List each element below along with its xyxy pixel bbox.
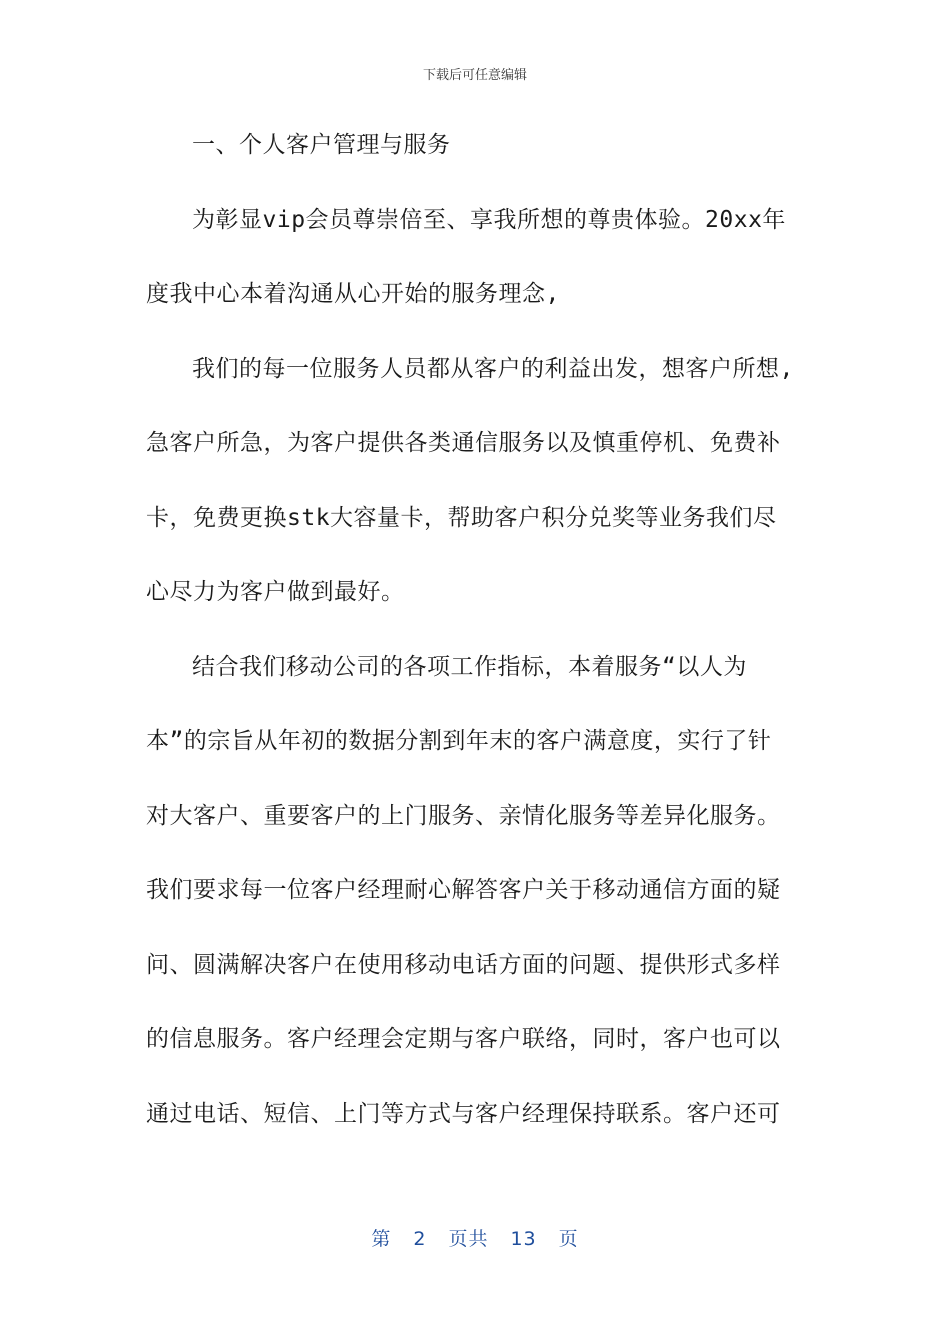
paragraph-line: 对大客户、重要客户的上门服务、亲情化服务等差异化服务。 [146,802,781,829]
paragraph-line: 的信息服务。客户经理会定期与客户联络，同时，客户也可以 [146,1026,781,1052]
page-label-suffix: 页 [558,1228,579,1250]
paragraph-line: 度我中心本着沟通从心开始的服务理念, [146,281,560,307]
paragraph-line: 卡，免费更换stk大容量卡，帮助客户积分兑奖等业务我们尽 [146,504,777,531]
paragraph-line: 结合我们移动公司的各项工作指标，本着服务“以人为 [192,653,747,680]
body-text [146,119,806,1162]
section-heading: 一、个人客户管理与服务 [192,132,451,158]
page-label-mid: 页共 [448,1228,489,1250]
paragraph-line: 通过电话、短信、上门等方式与客户经理保持联系。客户还可 [146,1100,781,1127]
paragraph-line: 我们的每一位服务人员都从客户的利益出发，想客户所想, [192,355,794,382]
paragraph-line: 本”的宗旨从年初的数据分割到年末的客户满意度，实行了针 [146,728,772,754]
page-label-prefix: 第 [371,1228,392,1250]
paragraph-line: 我们要求每一位客户经理耐心解答客户关于移动通信方面的疑 [146,877,781,903]
paragraph-line: 为彰显vip会员尊崇倍至、享我所想的尊贵体验。20xx年 [192,206,786,233]
page-footer [0,1224,950,1251]
paragraph-line: 心尽力为客户做到最好。 [146,579,405,605]
page-total-number: 13 [510,1228,537,1250]
header-note: 下载后可任意编辑 [422,68,527,83]
paragraph-line: 急客户所急，为客户提供各类通信服务以及慎重停机、免费补 [146,430,781,456]
page-current-number: 2 [413,1228,427,1250]
paragraph-line: 问、圆满解决客户在使用移动电话方面的问题、提供形式多样 [146,951,781,978]
